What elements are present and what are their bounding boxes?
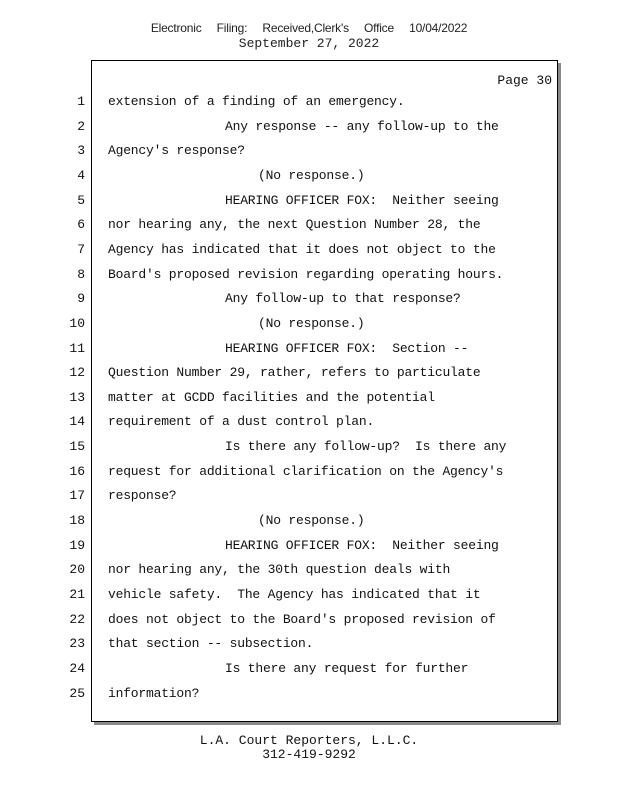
line-number: 25: [69, 686, 85, 701]
transcript-line: requirement of a dust control plan.: [108, 414, 375, 429]
transcript-line: response?: [108, 488, 177, 503]
transcript-line: Agency's response?: [108, 143, 245, 158]
transcript-line: HEARING OFFICER FOX: Neither seeing: [225, 538, 499, 553]
transcript-line: Any response -- any follow-up to the: [225, 119, 499, 134]
line-number: 9: [77, 291, 85, 306]
transcript-line: vehicle safety. The Agency has indicated that it: [108, 587, 481, 602]
stamp-word: Received,Clerk's: [262, 21, 349, 35]
transcript-line: Is there any follow-up? Is there any: [225, 439, 507, 454]
transcript-line: (No response.): [258, 513, 365, 528]
transcript-line: nor hearing any, the next Question Number 28, the: [108, 217, 481, 232]
stamp-word: Filing:: [216, 21, 248, 35]
stamp-word: Office: [364, 21, 394, 35]
page-number: Page 30: [497, 73, 552, 88]
transcript-line: matter at GCDD facilities and the potential: [108, 390, 435, 405]
line-number: 16: [69, 464, 85, 479]
electronic-filing-stamp: [0, 21, 618, 35]
line-number: 19: [69, 538, 85, 553]
line-number: 5: [77, 193, 85, 208]
line-number: 11: [69, 341, 85, 356]
line-number: 2: [77, 119, 85, 134]
reporter-phone: 312-419-9292: [262, 747, 356, 762]
transcript-line: Board's proposed revision regarding operating hours.: [108, 267, 504, 282]
transcript-line: nor hearing any, the 30th question deals with: [108, 562, 451, 577]
transcript-line: Any follow-up to that response?: [225, 291, 461, 306]
line-number: 22: [69, 612, 85, 627]
line-number: 1: [77, 94, 85, 109]
line-number: 6: [77, 217, 85, 232]
line-number: 13: [69, 390, 85, 405]
transcript-line: extension of a finding of an emergency.: [108, 94, 405, 109]
line-number: 8: [77, 267, 85, 282]
transcript-date: September 27, 2022: [238, 36, 380, 51]
transcript-line: information?: [108, 686, 200, 701]
line-number: 4: [77, 168, 85, 183]
line-number: 24: [69, 661, 85, 676]
transcript-line: that section -- subsection.: [108, 636, 314, 651]
stamp-word: 10/04/2022: [409, 21, 468, 35]
line-number: 23: [69, 636, 85, 651]
line-number: 15: [69, 439, 85, 454]
line-number: 18: [69, 513, 85, 528]
line-number: 14: [69, 414, 85, 429]
line-number: 20: [69, 562, 85, 577]
stamp-word: Electronic: [150, 21, 202, 35]
transcript-line: Question Number 29, rather, refers to particulate: [108, 365, 481, 380]
line-number: 17: [69, 488, 85, 503]
transcript-line: (No response.): [258, 316, 365, 331]
line-number: 21: [69, 587, 85, 602]
transcript-line: HEARING OFFICER FOX: Section --: [225, 341, 469, 356]
transcript-line: Is there any request for further: [225, 661, 469, 676]
line-number: 10: [69, 316, 85, 331]
transcript-line: does not object to the Board's proposed revision of: [108, 612, 496, 627]
transcript-line: request for additional clarification on the Agency's: [108, 464, 504, 479]
line-number: 7: [77, 242, 85, 257]
transcript-line: HEARING OFFICER FOX: Neither seeing: [225, 193, 499, 208]
reporter-company: L.A. Court Reporters, L.L.C.: [199, 733, 419, 748]
transcript-line: (No response.): [258, 168, 365, 183]
line-number: 3: [77, 143, 85, 158]
transcript-line: Agency has indicated that it does not object to the: [108, 242, 496, 257]
line-number: 12: [69, 365, 85, 380]
